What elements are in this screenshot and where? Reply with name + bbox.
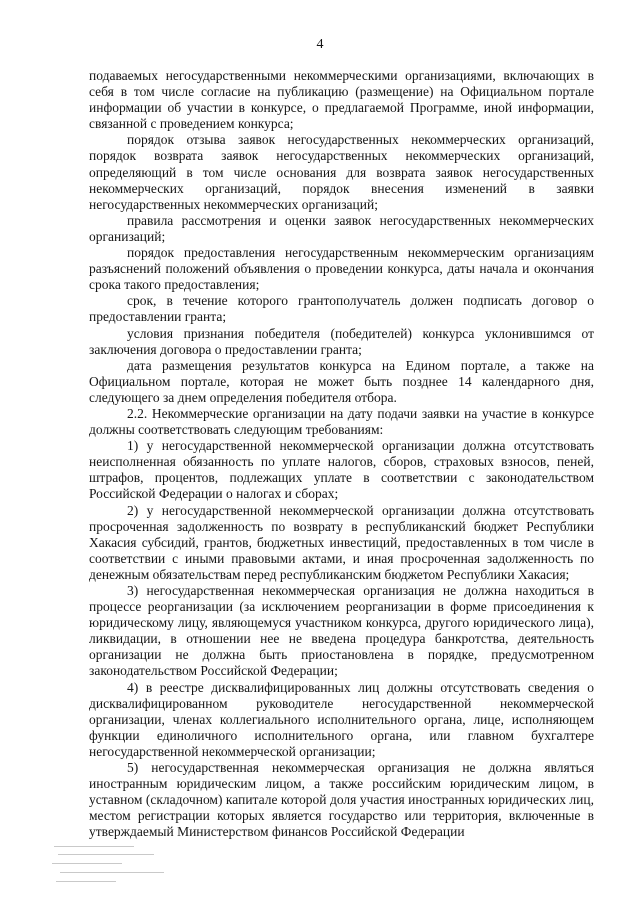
- paragraph: 5) негосударственная некоммерческая организация не должна являться иностранным юридическим лицом, а также российским юридическим лицом, в уставном (складочном) капитале которой доля участия иностранных юридических лиц, местом регистрации которых является государство или территория, включенные в утверждаемый Министерством финансов Российской Федерации: [89, 760, 594, 840]
- paragraph: подаваемых негосударственными некоммерческими организациями, включающих в себя в том числе согласие на публикацию (размещение) на Официальном портале информации об участии в конкурсе, о предлагаемой Программе, иной информации, связанной с проведением конкурса;: [89, 68, 594, 132]
- paragraph: порядок предоставления негосударственным некоммерческим организациям разъяснений положений объявления о проведении конкурса, даты начала и окончания срока такого предоставления;: [89, 245, 594, 293]
- paragraph: 3) негосударственная некоммерческая организация не должна находиться в процессе реорганизации (за исключением реорганизации в форме присоединения к юридическому лицу, являющемуся участником конкурса, другого юридического лица), ликвидации, в отношении нее не введена процедура банкротства, деятельность организации не должна быть приостановлена в порядке, предусмотренном законодательством Российской Федерации;: [89, 583, 594, 679]
- scan-artifact: [48, 842, 170, 892]
- paragraph: условия признания победителя (победителей) конкурса уклонившимся от заключения договора о предоставлении гранта;: [89, 325, 594, 357]
- document-body: [89, 68, 594, 841]
- paragraph: правила рассмотрения и оценки заявок негосударственных некоммерческих организаций;: [89, 212, 594, 244]
- paragraph: 2) у негосударственной некоммерческой организации должна отсутствовать просроченная задолженность по возврату в республиканский бюджет Республики Хакасия субсидий, грантов, бюджетных инвестиций, предоставленных в том числе в соответствии с иными правовыми актами, и иная просроченная задолженность по денежным обязательствам перед республиканским бюджетом Республики Хакасия;: [89, 502, 594, 582]
- paragraph: дата размещения результатов конкурса на Едином портале, а также на Официальном портале, которая не может быть позднее 14 календарного дня, следующего за днем определения победителя отбора.: [89, 357, 594, 405]
- page-number: 4: [316, 37, 324, 52]
- paragraph: 1) у негосударственной некоммерческой организации должна отсутствовать неисполненная обязанность по уплате налогов, сборов, страховых взносов, пеней, штрафов, процентов, подлежащих уплате в соответствии с законодательством Российской Федерации о налогах и сборах;: [89, 438, 594, 502]
- paragraph: 2.2. Некоммерческие организации на дату подачи заявки на участие в конкурсе должны соответствовать следующим требованиям:: [89, 405, 594, 438]
- paragraph: срок, в течение которого грантополучатель должен подписать договор о предоставлении гранта;: [89, 293, 594, 325]
- paragraph: 4) в реестре дисквалифицированных лиц должны отсутствовать сведения о дисквалифицированном руководителе негосударственной некоммерческой организации, членах коллегиального исполнительного органа, лице, исполняющем функции единоличного исполнительного органа, или главном бухгалтере негосударственной некоммерческой организации;: [89, 679, 594, 759]
- paragraph: порядок отзыва заявок негосударственных некоммерческих организаций, порядок возврата заявок негосударственных некоммерческих организаций, определяющий в том числе основания для возврата заявок негосударственных некоммерческих организаций, порядок внесения изменений в заявки негосударственных некоммерческих организаций;: [89, 132, 594, 212]
